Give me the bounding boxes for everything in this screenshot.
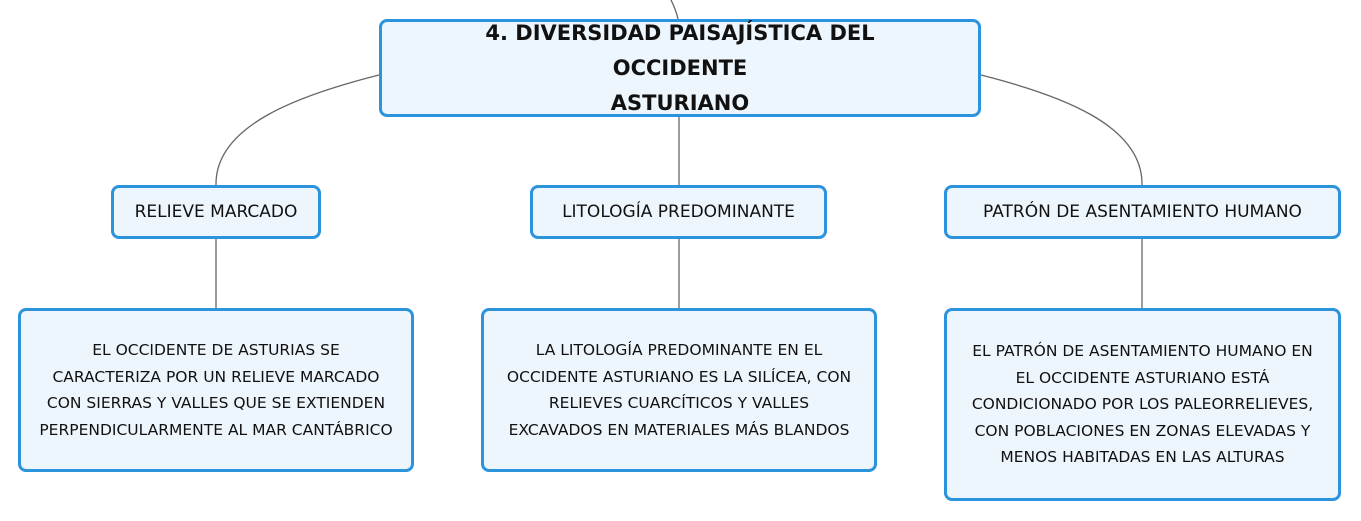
detail-line: LA LITOLOGÍA PREDOMINANTE EN EL <box>535 341 823 359</box>
detail-line: EXCAVADOS EN MATERIALES MÁS BLANDOS <box>508 420 850 439</box>
topic-patron-asentamiento[interactable] <box>944 185 1341 239</box>
detail-line: PERPENDICULARMENTE AL MAR CANTÁBRICO <box>39 420 393 439</box>
connector-root-to-relieve <box>216 75 379 185</box>
detail-line: CON POBLACIONES EN ZONAS ELEVADAS Y <box>974 421 1311 440</box>
detail-litologia-predominante[interactable] <box>481 308 877 472</box>
topic-litologia-predominante[interactable] <box>530 185 827 239</box>
topic-label: RELIEVE MARCADO <box>134 202 298 222</box>
detail-line: RELIEVES CUARCÍTICOS Y VALLES <box>548 394 810 412</box>
detail-relieve-marcado[interactable] <box>18 308 414 472</box>
detail-line: EL OCCIDENTE DE ASTURIAS SE <box>92 341 340 359</box>
topic-label: PATRÓN DE ASENTAMIENTO HUMANO <box>983 202 1302 222</box>
detail-line: CARACTERIZA POR UN RELIEVE MARCADO <box>52 367 380 386</box>
detail-text <box>972 338 1313 471</box>
root-title-line: 4. DIVERSIDAD PAISAJÍSTICA DEL OCCIDENTE <box>485 20 875 80</box>
root-title-line: ASTURIANO <box>610 90 750 115</box>
detail-text <box>507 337 851 443</box>
detail-line: EL PATRÓN DE ASENTAMIENTO HUMANO EN <box>972 342 1313 361</box>
root-topic-title <box>422 16 938 121</box>
detail-line: MENOS HABITADAS EN LAS ALTURAS <box>1000 448 1285 467</box>
detail-patron-asentamiento[interactable] <box>944 308 1341 501</box>
connector-root-to-patron <box>981 75 1142 185</box>
topic-label: LITOLOGÍA PREDOMINANTE <box>562 202 795 222</box>
detail-line: CON SIERRAS Y VALLES QUE SE EXTIENDEN <box>46 394 386 412</box>
detail-text <box>39 337 392 443</box>
detail-line: EL OCCIDENTE ASTURIANO ESTÁ <box>1015 368 1270 387</box>
detail-line: OCCIDENTE ASTURIANO ES LA SILÍCEA, CON <box>506 367 852 386</box>
root-topic[interactable] <box>379 19 981 117</box>
detail-line: CONDICIONADO POR LOS PALEORRELIEVES, <box>971 395 1314 414</box>
topic-relieve-marcado[interactable] <box>111 185 321 239</box>
